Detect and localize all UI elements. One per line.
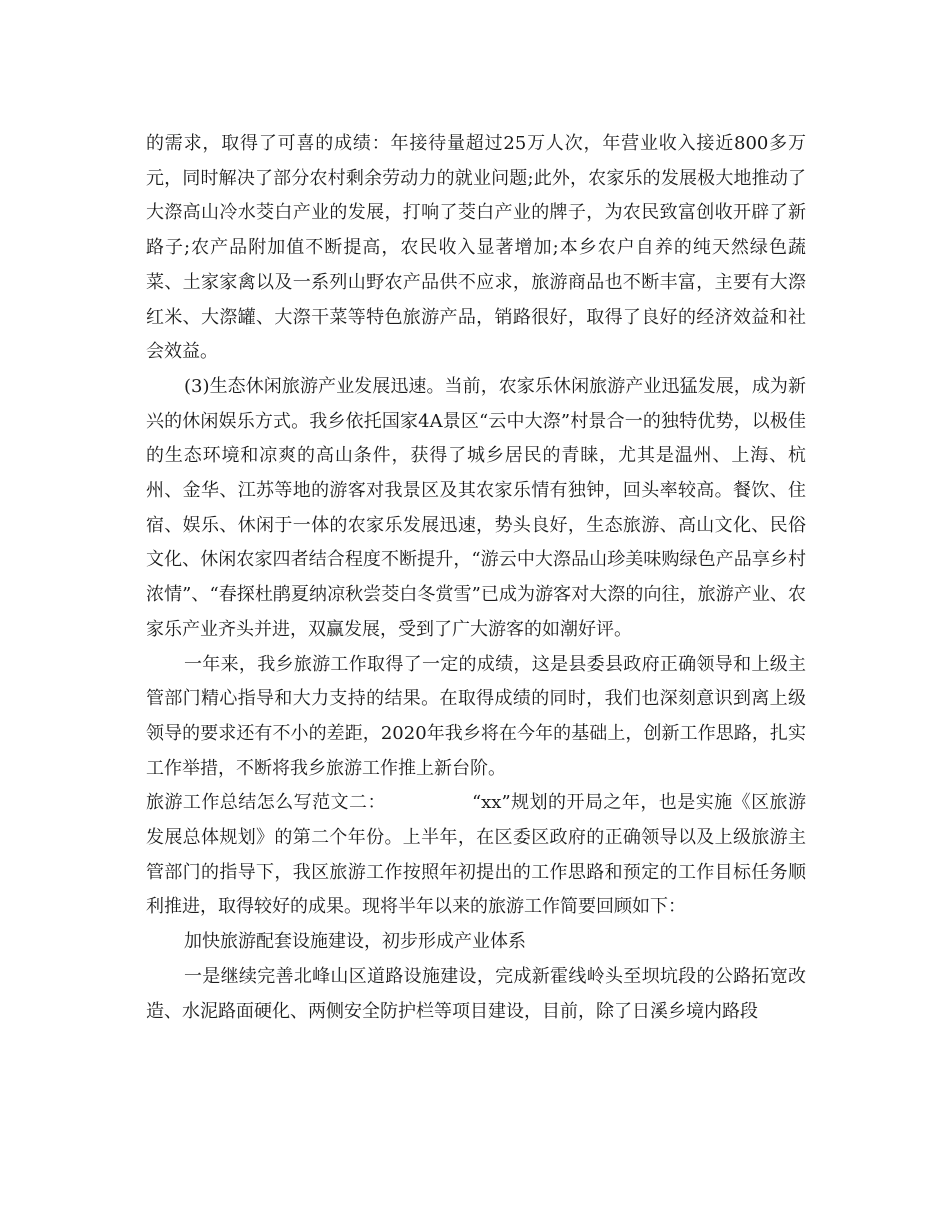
sample-two-text: “xx”规划的开局之年，也是实施《区旅游发展总体规划》的第二个年份。上半年，在区委区政府的正确领导以及上级旅游主管部门的指导下，我区旅游工作按照年初提出的工作思路和预定的工作目标任务顺利推进，取得较好的成果。现将半年以来的旅游工作简要回顾如下： [146,792,806,918]
document-body [146,127,806,1029]
paragraph-road-construction: 一是继续完善北峰山区道路设施建设，完成新霍线岭头至坝坑段的公路拓宽改造、水泥路面硬化、两侧安全防护栏等项目建设，目前，除了日溪乡境内路段 [146,965,806,1022]
sample-two-heading: 旅游工作总结怎么写范文二： [146,792,386,814]
paragraph-sample-two [146,786,806,925]
paragraph-continuation: 的需求，取得了可喜的成绩：年接待量超过25万人次，年营业收入接近800多万元，同时解决了部分农村剩余劳动力的就业问题;此外，农家乐的发展极大地推动了大漈高山冷水茭白产业的发展，打响了茭白产业的牌子，为农民致富创收开辟了新路子;农产品附加值不断提高，农民收入显著增加;本乡农户自养的纯天然绿色蔬菜、土家家禽以及一系列山野农产品供不应求，旅游商品也不断丰富，主要有大漈红米、大漈罐、大漈干菜等特色旅游产品，销路很好，取得了良好的经济效益和社会效益。 [146,133,806,363]
paragraph-eco-tourism: (3)生态休闲旅游产业发展迅速。当前，农家乐休闲旅游产业迅猛发展，成为新兴的休闲娱乐方式。我乡依托国家4A景区“云中大漈”村景合一的独特优势，以极佳的生态环境和凉爽的高山条件，获得了城乡居民的青睐，尤其是温州、上海、杭州、金华、江苏等地的游客对我景区及其农家乐情有独钟，回头率较高。餐饮、住宿、娱乐、休闲于一体的农家乐发展迅速，势头良好，生态旅游、高山文化、民俗文化、休闲农家四者结合程度不断提升，“游云中大漈品山珍美味购绿色产品享乡村浓情”、“春探杜鹃夏纳凉秋尝茭白冬赏雪”已成为游客对大漈的向往，旅游产业、农家乐产业齐头并进，双赢发展，受到了广大游客的如潮好评。 [146,375,806,640]
paragraph-year-summary: 一年来，我乡旅游工作取得了一定的成绩，这是县委县政府正确领导和上级主管部门精心指导和大力支持的结果。在取得成绩的同时，我们也深刻意识到离上级领导的要求还有不小的差距，2020年我乡将在今年的基础上，创新工作思路，扎实工作举措，不断将我乡旅游工作推上新台阶。 [146,653,806,779]
section-subheading: 加快旅游配套设施建设，初步形成产业体系 [184,931,526,953]
